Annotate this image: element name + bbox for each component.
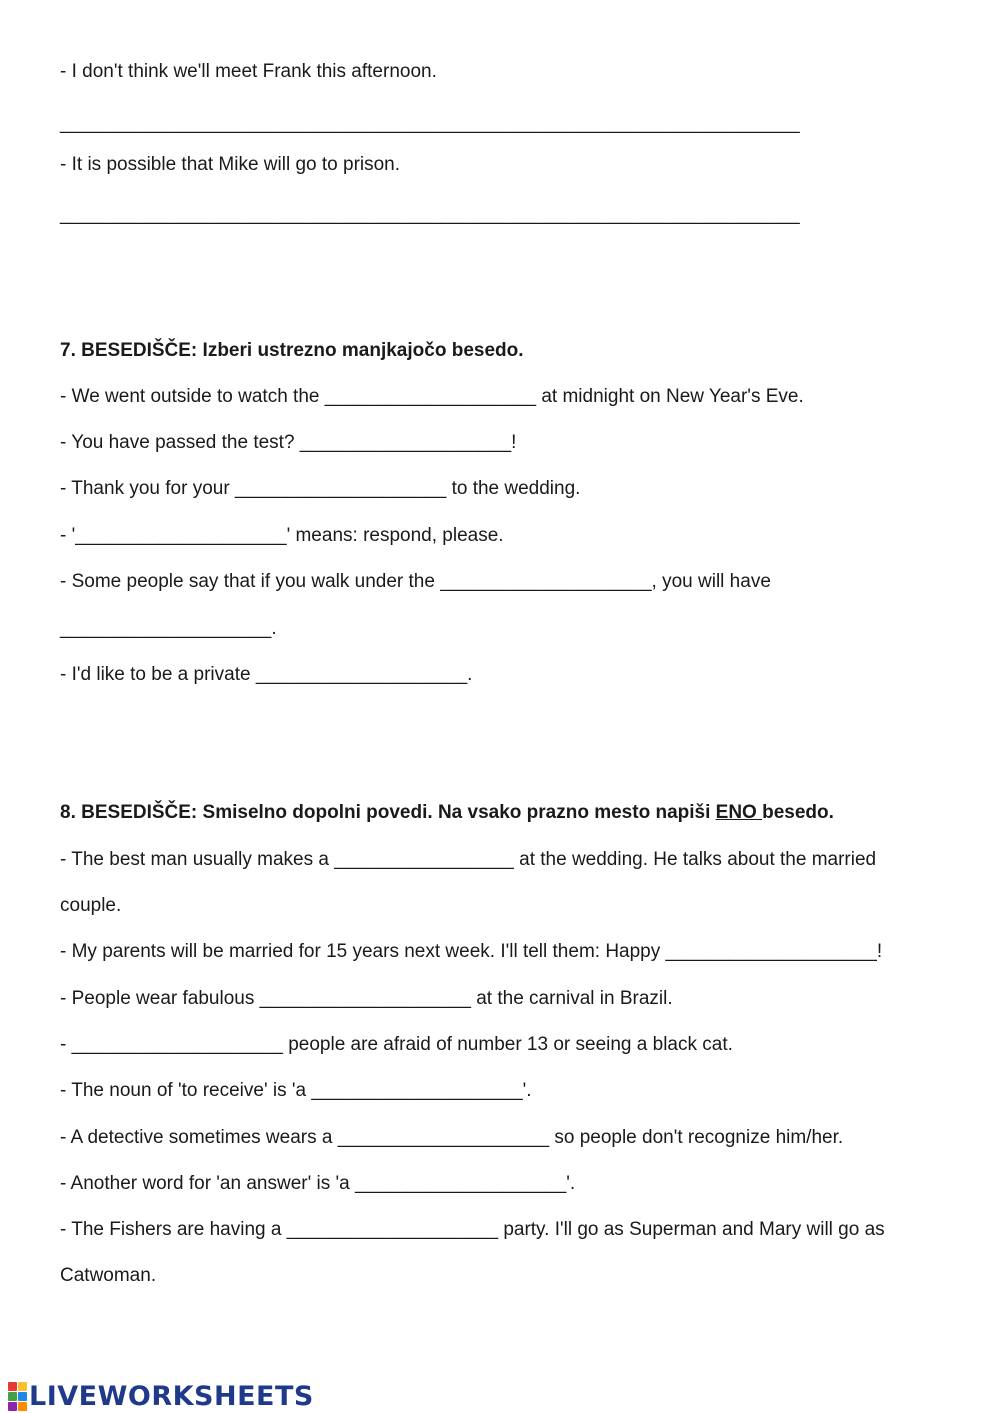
section-8-heading-start: 8. BESEDIŠČE: Smiselno dopolni povedi. Na vsako prazno mesto napiši — [60, 802, 716, 823]
logo-text: LIVEWORKSHEETS — [29, 1381, 314, 1412]
section-8-heading-emphasis: ENO — [715, 802, 763, 823]
sentence-line: - I don't think we'll meet Frank this afternoon. — [60, 61, 437, 82]
fill-in-sentence[interactable]: - People wear fabulous ____________________ at the carnival in Brazil. — [60, 988, 673, 1009]
fill-in-sentence[interactable]: - My parents will be married for 15 years next week. I'll tell them: Happy ____________________! — [60, 941, 883, 962]
section-8-heading — [60, 801, 834, 825]
fill-in-sentence: Catwoman. — [60, 1265, 157, 1286]
sentence-line: - It is possible that Mike will go to prison. — [60, 154, 401, 175]
fill-in-sentence[interactable]: - The best man usually makes a _________________ at the wedding. He talks about the married — [60, 849, 877, 870]
fill-in-sentence[interactable]: - Another word for 'an answer' is 'a ____________________'. — [60, 1173, 576, 1194]
fill-in-sentence[interactable]: ____________________. — [60, 618, 277, 639]
section-7-heading: 7. BESEDIŠČE: Izberi ustrezno manjkajočo besedo. — [60, 340, 524, 361]
fill-in-sentence[interactable]: - You have passed the test? ____________________! — [60, 432, 517, 453]
logo-blocks-icon — [8, 1382, 27, 1411]
fill-in-sentence[interactable]: - ____________________ people are afraid of number 13 or seeing a black cat. — [60, 1034, 733, 1055]
answer-blank-line[interactable]: ______________________________________________________________________ — [60, 113, 800, 134]
fill-in-sentence[interactable]: - A detective sometimes wears a ____________________ so people don't recognize him/her. — [60, 1127, 844, 1148]
fill-in-sentence[interactable]: - The Fishers are having a ____________________ party. I'll go as Superman and Mary will go as — [60, 1219, 885, 1240]
fill-in-sentence: couple. — [60, 895, 122, 916]
fill-in-sentence[interactable]: - Some people say that if you walk under the ____________________, you will have — [60, 571, 771, 592]
fill-in-sentence[interactable]: - '____________________' means: respond, please. — [60, 525, 504, 546]
fill-in-sentence[interactable]: - I'd like to be a private ____________________. — [60, 664, 473, 685]
fill-in-sentence[interactable]: - We went outside to watch the ____________________ at midnight on New Year's Eve. — [60, 386, 804, 407]
answer-blank-line[interactable]: ______________________________________________________________________ — [60, 204, 800, 225]
liveworksheets-logo — [8, 1381, 314, 1412]
fill-in-sentence[interactable]: - Thank you for your ____________________ to the wedding. — [60, 478, 581, 499]
fill-in-sentence[interactable]: - The noun of 'to receive' is 'a ____________________'. — [60, 1080, 532, 1101]
section-8-heading-end: besedo. — [762, 802, 834, 823]
